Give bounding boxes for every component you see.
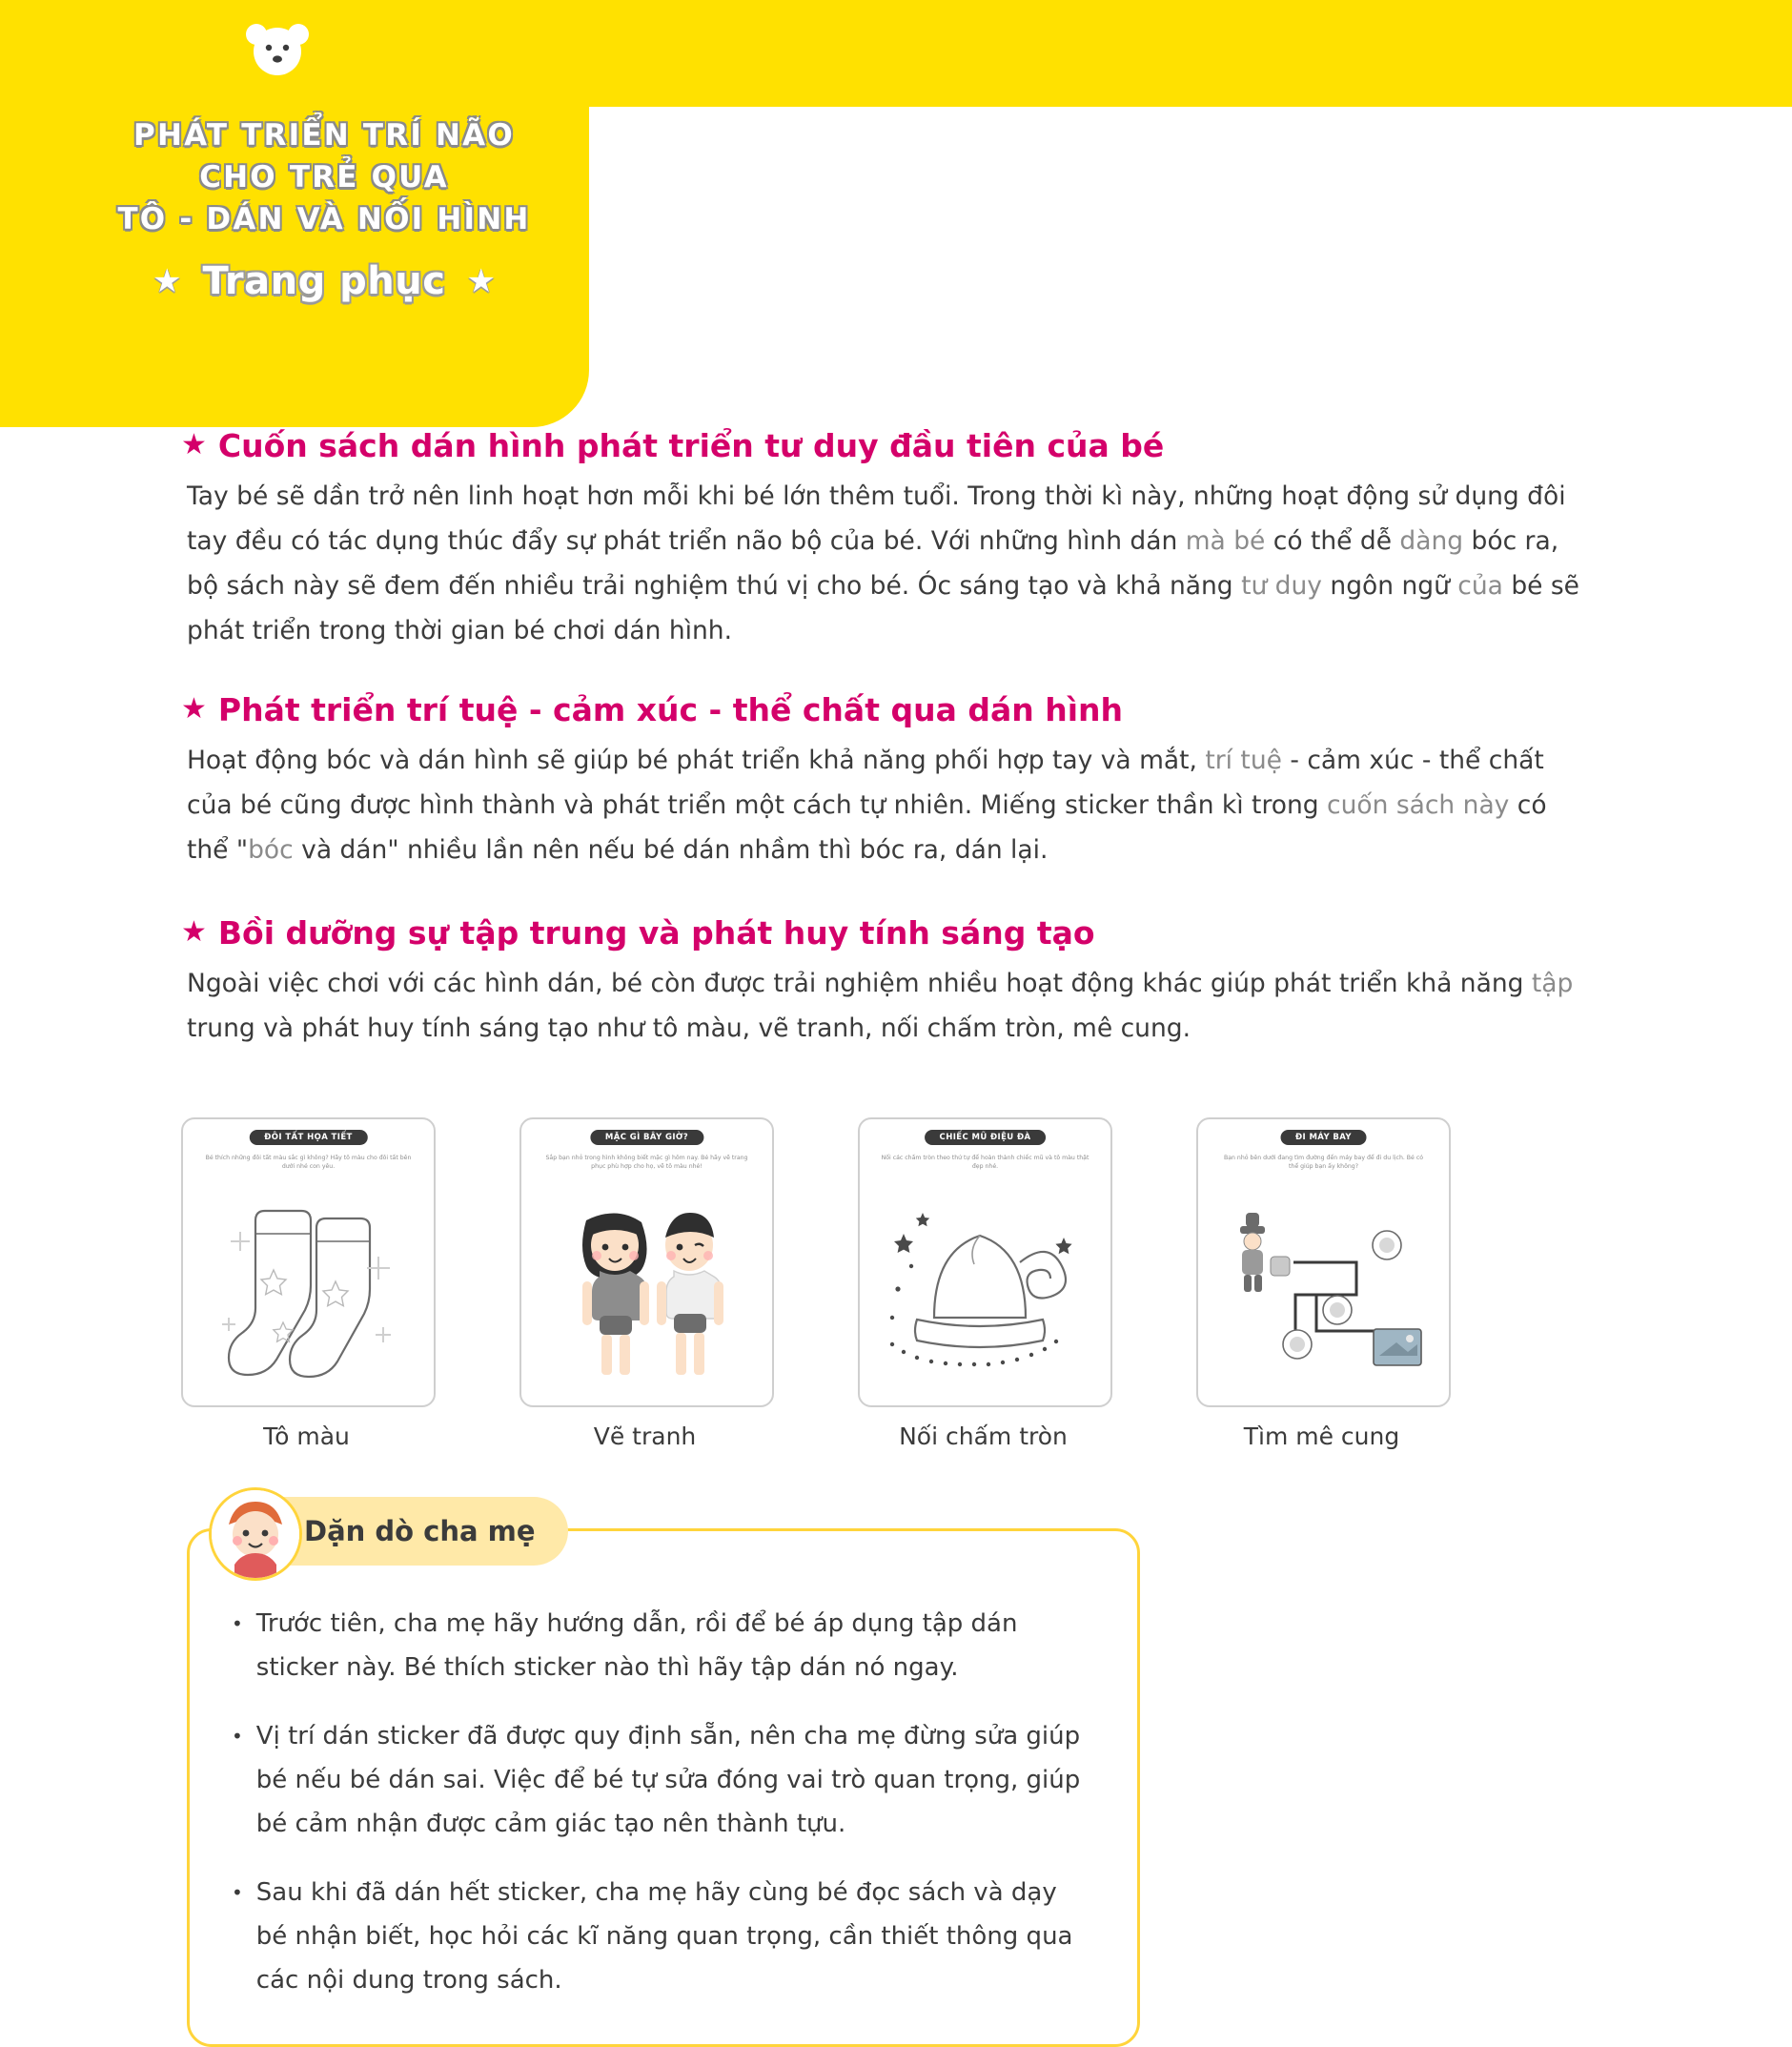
body-text: bóc ra, bộ sách này sẽ đem đến nhiều trải nghiệm thú vị cho bé. Óc sáng tạo và khả năng: [187, 526, 1559, 601]
star-left-icon: ★: [153, 262, 182, 300]
highlighted-text: mà bé: [1185, 526, 1266, 556]
highlighted-text: của: [1457, 571, 1503, 601]
section-star-icon: ★: [181, 692, 207, 726]
activity-card-subtitle: Nối các chấm tròn theo thứ tự để hoàn thành chiếc mũ và tô màu thật đẹp nhé.: [881, 1155, 1089, 1170]
body-text: và dán" nhiều lần nên nếu bé dán nhầm thì bóc ra, dán lại.: [293, 835, 1049, 865]
parent-note-box: [187, 1515, 1140, 2047]
activity-caption: Nối chấm tròn: [899, 1423, 1068, 1450]
hat-dots-icon: [860, 1175, 1110, 1403]
body-text: trung và phát huy tính sáng tạo như tô màu, vẽ tranh, nối chấm tròn, mê cung.: [187, 1013, 1191, 1043]
bullet-icon: •: [232, 1725, 243, 1748]
section-1-body: [187, 474, 1587, 653]
activity-card-maze: [1196, 1117, 1451, 1407]
parent-note-text: Vị trí dán sticker đã được quy định sẵn, nên cha mẹ đừng sửa giúp bé nếu bé dán sai. Việc để bé tự sửa đóng vai trò quan trọng, giúp bé cảm nhận được cảm giác tạo nên thành tựu.: [255, 1722, 1081, 1838]
body-text: có thể dễ: [1265, 526, 1400, 556]
banner-subtitle-row: [71, 259, 577, 303]
section-2-body: [187, 738, 1587, 872]
section-1: [0, 427, 1792, 653]
activity-card-drawing: [519, 1117, 774, 1407]
banner-title-block: [71, 114, 577, 303]
section-1-heading-text: Cuốn sách dán hình phát triển tư duy đầu tiên của bé: [217, 427, 1165, 464]
section-2: [0, 691, 1792, 872]
section-star-icon: ★: [181, 915, 207, 949]
child-face-icon: [209, 1487, 302, 1581]
parent-note-text: Trước tiên, cha mẹ hãy hướng dẫn, rồi để bé áp dụng tập dán sticker này. Bé thích sticker nào thì hãy tập dán nó ngay.: [255, 1609, 1018, 1682]
body-text: Tay bé sẽ dần trở nên linh hoạt hơn mỗi khi bé lớn thêm tuổi. Trong thời kì này, những hoạt động sử dụng đôi tay đều có tác dụng thúc đẩy sự phát triển não bộ của bé. Với những hình dán: [187, 481, 1566, 556]
activity-thumbnail: [1196, 1117, 1447, 1450]
section-2-heading: [181, 691, 1792, 728]
activity-thumbnail-list: [181, 1117, 1792, 1450]
section-3-heading: [181, 914, 1792, 952]
activity-card-title: CHIẾC MŨ ĐIỆU ĐÀ: [925, 1130, 1047, 1145]
activity-card-dots: [858, 1117, 1112, 1407]
banner-subtitle: Trang phục: [202, 259, 446, 303]
highlighted-text: dàng: [1399, 526, 1464, 556]
section-1-heading: [181, 427, 1792, 464]
body-text: Ngoài việc chơi với các hình dán, bé còn được trải nghiệm nhiều hoạt động khác giúp phát triển khả năng: [187, 969, 1532, 998]
highlighted-text: trí tuệ: [1205, 746, 1282, 775]
section-3: [0, 914, 1792, 1051]
banner-title-line-1: PHÁT TRIỂN TRÍ NÃO: [133, 118, 515, 153]
highlighted-text: cuốn sách này: [1327, 790, 1510, 820]
header-banner: [0, 0, 1792, 427]
bear-head-icon: [243, 21, 312, 80]
maze-icon: [1198, 1175, 1449, 1403]
banner-title-line-2: CHO TRẺ QUA: [199, 160, 449, 194]
parent-note-label: Dặn dò cha mẹ: [304, 1515, 536, 1547]
socks-icon: [183, 1175, 434, 1403]
two-children-icon: [521, 1175, 772, 1403]
section-3-body: [187, 961, 1587, 1051]
activity-card-title: ĐÔI TẤT HỌA TIẾT: [249, 1130, 367, 1145]
activity-card-title: MẶC GÌ BÂY GIỜ?: [590, 1130, 703, 1145]
bullet-icon: •: [232, 1881, 243, 1904]
activity-thumbnail: [519, 1117, 770, 1450]
activity-card-title: ĐI MÁY BAY: [1280, 1130, 1367, 1145]
activity-card-coloring: [181, 1117, 436, 1407]
body-text: ngôn ngữ: [1321, 571, 1458, 601]
activity-caption: Tô màu: [263, 1423, 350, 1450]
activity-thumbnail: [181, 1117, 432, 1450]
activity-caption: Tìm mê cung: [1243, 1423, 1400, 1450]
highlighted-text: tập: [1531, 969, 1574, 998]
document-body: [0, 427, 1792, 2047]
body-text: có thể ": [187, 790, 1547, 865]
section-2-heading-text: Phát triển trí tuệ - cảm xúc - thể chất qua dán hình: [217, 691, 1123, 728]
banner-title-line-3: TÔ - DÁN VÀ NỐI HÌNH: [117, 202, 531, 236]
star-right-icon: ★: [466, 262, 496, 300]
activity-card-subtitle: Sắp bạn nhỏ trong hình không biết mặc gì hôm nay. Bé hãy vẽ trang phục phù hợp cho họ, vẽ tô màu nhé!: [545, 1155, 748, 1170]
parent-note-item: [232, 1871, 1095, 2002]
activity-thumbnail: [858, 1117, 1109, 1450]
body-text: bé sẽ phát triển trong thời gian bé chơi dán hình.: [187, 571, 1579, 645]
parent-note-text: Sau khi đã dán hết sticker, cha mẹ hãy cùng bé đọc sách và dạy bé nhận biết, học hỏi các kĩ năng quan trọng, cần thiết thông qua các nội dung trong sách.: [255, 1878, 1073, 1995]
activity-card-subtitle: Bạn nhỏ bên dưới đang tìm đường đến máy bay để đi du lịch. Bé có thể giúp bạn ấy không?: [1223, 1155, 1424, 1170]
parent-note-item: [232, 1602, 1095, 1689]
activity-card-subtitle: Bé thích những đôi tất màu sắc gì không? Hãy tô màu cho đôi tất bên dưới nhé con yêu.: [205, 1155, 412, 1170]
activity-caption: Vẽ tranh: [593, 1423, 697, 1450]
section-3-heading-text: Bồi dưỡng sự tập trung và phát huy tính sáng tạo: [217, 914, 1095, 952]
bullet-icon: •: [232, 1612, 243, 1635]
highlighted-text: tư duy: [1241, 571, 1322, 601]
section-star-icon: ★: [181, 428, 207, 461]
highlighted-text: bóc: [248, 835, 294, 865]
body-text: Hoạt động bóc và dán hình sẽ giúp bé phát triển khả năng phối hợp tay và mắt,: [187, 746, 1206, 775]
body-text: - cảm xúc - thể chất của bé cũng được hình thành và phát triển một cách tự nhiên. Miếng sticker thần kì trong: [187, 746, 1544, 820]
parent-note-item: [232, 1714, 1095, 1846]
